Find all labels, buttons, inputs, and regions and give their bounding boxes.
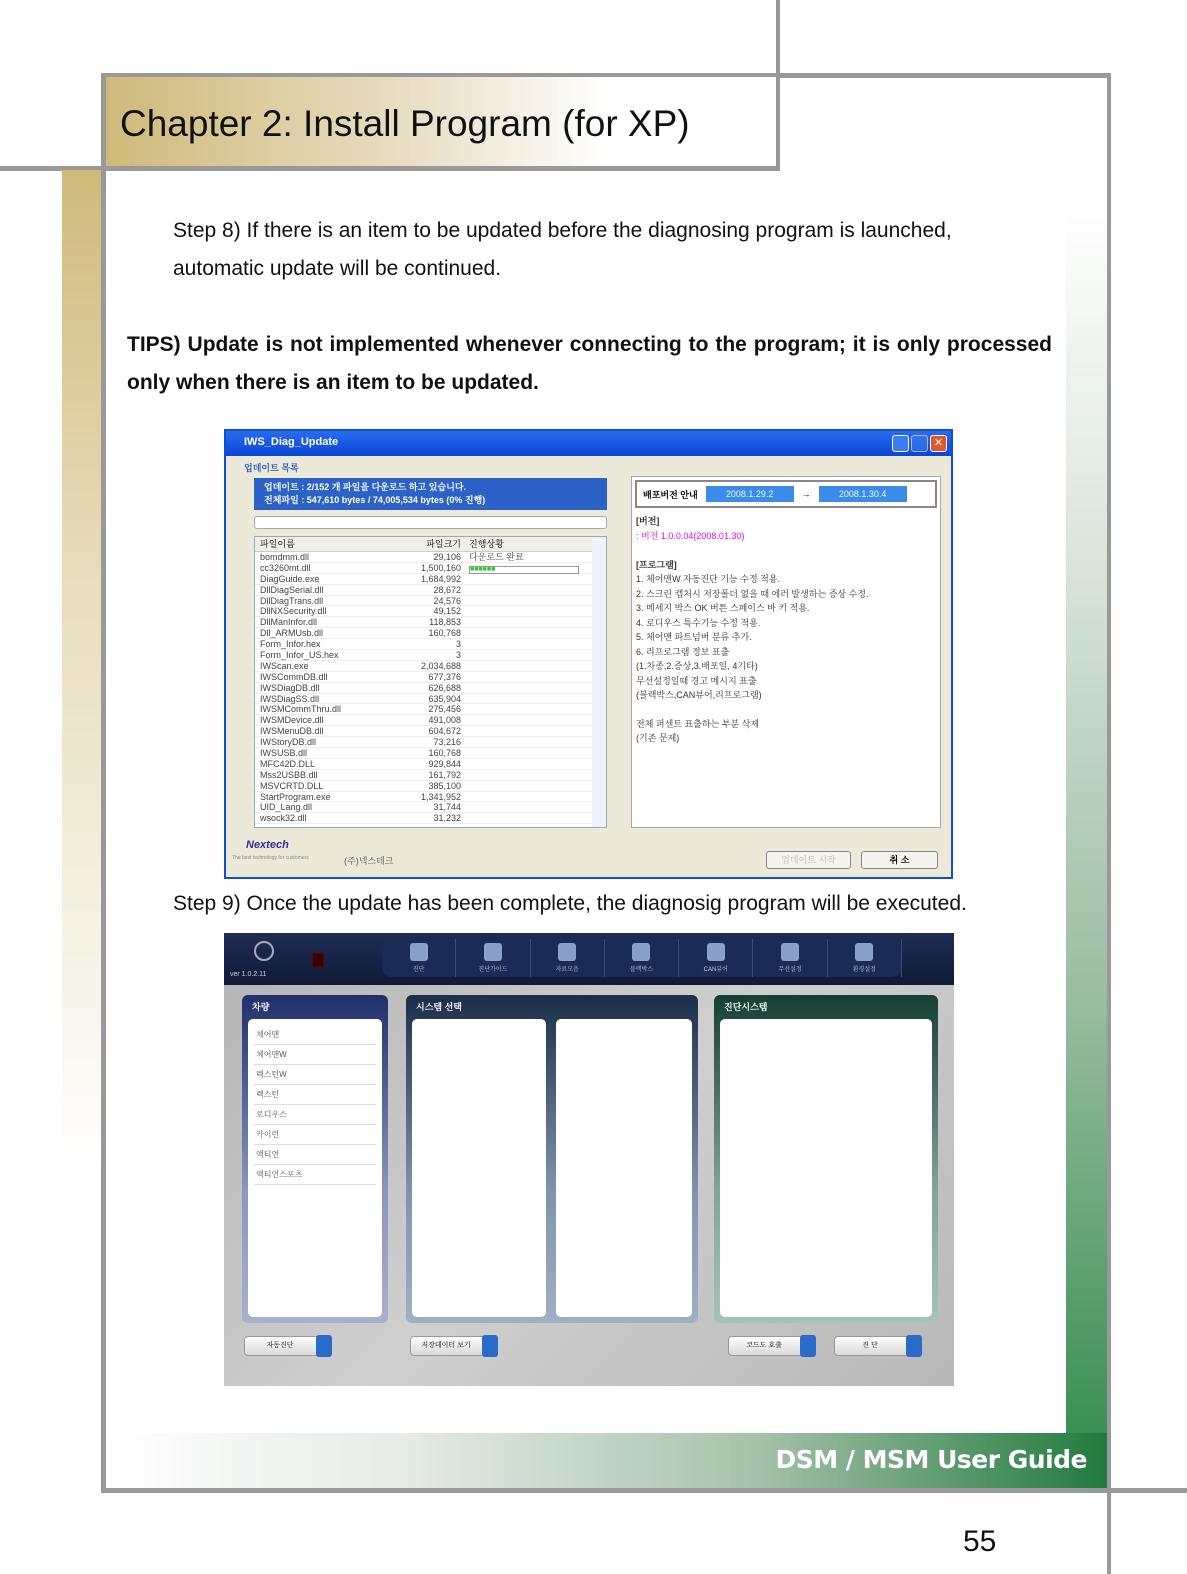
file-cell: 31,744 [433,802,461,813]
list-header [255,537,606,552]
file-row [255,694,606,705]
file-cell: 28,672 [433,584,461,595]
tips-text: TIPS) Update is not implemented whenever connecting to the program; it is only processed only when there is an item to be updated. [127,333,1052,394]
frame-line [0,166,780,171]
file-cell: IWSCommDB.dll [260,671,328,682]
file-cell: IWSDiagDB.dll [260,682,320,693]
file-cell: IWSUSB.dll [260,748,308,759]
file-row [255,552,606,563]
file-row [255,759,606,770]
file-row [255,585,606,596]
file-row [255,802,606,813]
file-cell: 929,844 [428,758,461,769]
panel-title: 차량 [252,1002,270,1012]
release-notes [631,476,941,828]
file-cell: IWSMDevice.dll [260,715,324,726]
file-row [255,606,606,617]
window-title: IWS_Diag_Update [226,431,951,456]
code-call-button: 코드도 호출 [728,1336,816,1356]
file-row [255,704,606,715]
vehicle-item: 체어맨W [254,1045,376,1065]
file-cell: 31,232 [433,813,461,824]
version-label: 배포버전 안내 [643,489,698,500]
file-cell: 1,341,952 [420,791,461,802]
file-cell: DiagGuide.exe [260,573,320,584]
col-header: 진행상황 [469,539,504,549]
version-from: 2008.1.29.2 [706,486,794,502]
nav-item [828,939,902,977]
file-cell: 1,500,160 [420,562,461,573]
col-header: 파일크기 [426,539,461,549]
note-line: 5. 체어맨 파트넘버 분류 추가. [636,632,752,642]
auto-diag-button: 자동진단 [244,1336,332,1356]
page-title: Chapter 2: Install Program (for XP) [120,103,690,144]
file-cell: IWScan.exe [260,660,309,671]
vehicle-item: 로디우스 [254,1105,376,1125]
file-cell: 160,768 [428,628,461,639]
file-cell: 604,672 [428,726,461,737]
chapter-header [106,77,776,166]
file-cell [465,585,606,595]
file-cell: 385,100 [428,780,461,791]
file-cell [465,748,606,758]
app-version: ver 1.0.2.11 [230,971,267,978]
file-row [255,792,606,803]
note-line: 2. 스크린 캡처시 저장폴더 없을 때 에러 발생하는 증상 수정. [636,588,869,599]
nav-label: 진단가이드 [478,967,508,973]
file-cell [465,596,606,606]
scrollbar [592,537,606,827]
file-cell: 3 [455,639,461,650]
file-cell: 다운로드 완료 [469,552,524,562]
group-label: 업데이트 목록 [244,463,299,473]
note-line: 1. 체어맨W 자동진단 기능 수정 적용. [636,574,781,584]
file-cell: 3 [455,650,461,661]
vehicle-item: 액티언 [254,1145,376,1165]
file-row [255,737,606,748]
file-cell: 626,688 [428,682,461,693]
note-line: (기존 문제) [636,733,680,743]
note-line: 전체 퍼센트 표출하는 부분 삭제 [636,718,760,729]
step9-text: Step 9) Once the update has been complete, the diagnosig program will be executed. [173,892,967,915]
green-side-bar [1066,200,1108,1490]
dropdown-icon [800,1335,816,1357]
nav-label: 블랙박스 [629,967,654,973]
diag-app-screenshot [224,933,954,1386]
cancel-button: 취 소 [861,851,938,869]
note-line: 6. 리프로그램 정보 표출 [636,646,730,657]
note-line: 3. 메세지 박스 OK 버튼 스페이스 바 키 적용. [636,603,810,613]
file-cell [465,661,606,671]
vehicle-item: 렉스턴 [254,1085,376,1105]
file-cell [465,726,606,736]
file-row [255,639,606,650]
file-cell: StartProgram.exe [260,791,331,802]
footer-band [106,1433,1107,1488]
dropdown-icon [316,1335,332,1357]
file-cell [465,574,606,584]
file-cell [465,813,606,823]
file-cell: 118,853 [429,617,461,628]
maximize-icon [911,435,928,452]
note-line [636,703,936,717]
note-line: 무선설정일때 경고 메시지 표출 [636,675,757,686]
file-row [255,748,606,759]
nav-icon [410,943,428,961]
nav-item [382,939,456,977]
nav-label: CAN뷰어 [703,967,728,973]
file-cell [465,704,606,714]
vehicle-item: 체어맨 [254,1025,376,1045]
file-cell [465,715,606,725]
file-row [255,596,606,607]
file-row [255,683,606,694]
frame-line [776,0,780,170]
file-list [254,536,607,828]
diag-panel [714,995,938,1323]
nextech-logo: Nextech [246,839,289,851]
note-line: (1.차종,2.증상,3.배포일, 4기타) [636,661,758,671]
arrow: → [801,489,811,499]
file-cell: 275,456 [428,704,461,715]
file-cell: MSVCRTD.DLL [260,780,324,791]
brand-tagline: The best technology for customers [232,855,309,861]
file-cell [465,781,606,791]
row-progress: ■■■■■■ [469,566,579,574]
nav-item [679,939,753,977]
step8-text: Step 8) If there is an item to be updated before the diagnosing program is launched, automatic update will be continued. [173,219,952,280]
file-cell: IWSDiagSS.dll [260,693,320,704]
status-indicator [312,953,324,967]
start-update-button: 업데이트 시작 [766,851,851,869]
panel-title: 시스템 선택 [416,1002,462,1012]
nav-icon [855,943,873,961]
note-line: (블랙박스,CAN뷰어,리프로그램) [636,690,762,700]
file-cell: 24,576 [433,595,461,606]
gold-side-bar [62,170,102,1420]
file-cell: MFC42D.DLL [260,758,316,769]
vehicle-panel [242,995,388,1323]
version-line: : 버전 1.0.0.04(2008.01.30) [636,530,745,541]
file-cell: wsock32.dll [260,813,307,824]
notes-heading: [버전] [636,516,660,526]
update-window-screenshot [224,429,953,879]
note-line: 4. 로디우스 특수기능 수정 적용. [636,617,761,628]
file-cell: Form_Infor_US.hex [260,650,339,661]
nav-icon [558,943,576,961]
file-cell: UID_Lang.dll [260,802,313,813]
system-panel [406,995,698,1323]
nav-item [753,939,827,977]
vehicle-item: 렉스턴W [254,1065,376,1085]
file-cell [465,628,606,638]
frame-line [101,1488,1187,1493]
nav-label: 무선설정 [778,967,802,973]
file-cell: DllNXSecurity.dll [260,606,327,617]
nav-label: 진단 [412,967,425,973]
file-row [255,813,606,824]
frame-line [1107,73,1111,1574]
file-row [255,617,606,628]
minimize-icon [892,435,909,452]
nav-label: 환경설정 [852,967,876,973]
frame-line [101,73,106,1493]
guide-title: DSM / MSM User Guide [775,1445,1087,1474]
status-box [254,478,607,510]
vehicle-item: 카이런 [254,1125,376,1145]
file-cell: DllDiagSerial.dll [260,584,324,595]
file-cell: 491,008 [428,715,461,726]
close-icon: ✕ [930,435,947,452]
file-cell: IWSMenuDB.dll [260,726,324,737]
file-cell: Dll_ARMUsb.dll [260,628,324,639]
file-cell [465,639,606,649]
file-cell: cc3260mt.dll [260,562,311,573]
file-cell: 635,904 [428,693,461,704]
file-cell [465,606,606,616]
file-cell: 160,768 [428,748,461,759]
file-row [255,672,606,683]
file-row [255,574,606,585]
file-cell: bomdmm.dll [260,552,310,562]
file-cell [465,759,606,769]
company-name: (주)넥스테크 [344,856,394,866]
nav-item [531,939,605,977]
file-cell: 1,684,992 [420,573,461,584]
file-row [255,650,606,661]
file-cell [465,683,606,693]
file-row [255,726,606,737]
file-cell: 161,792 [428,769,461,780]
nav-bar [382,939,902,977]
status-line: 전체파일 : 547,610 bytes / 74,005,534 bytes (0% 진행) [264,495,486,505]
file-cell: Form_Infor.hex [260,639,321,650]
file-cell: Mss2USBB.dll [260,769,318,780]
file-cell: 73,216 [433,737,461,748]
file-cell: DllManInfor.dll [260,617,318,628]
file-cell: 49,152 [433,606,461,617]
file-cell: 29,106 [433,552,461,562]
nav-icon [632,943,650,961]
file-row [255,628,606,639]
file-cell: IWSMCommThru.dll [260,704,342,715]
nav-icon [781,943,799,961]
file-row [255,715,606,726]
saved-data-button: 저장데이터 보기 [410,1336,498,1356]
file-cell [465,802,606,812]
app-logo-icon [254,941,274,961]
file-row [255,781,606,792]
nav-item [456,939,530,977]
file-cell [465,650,606,660]
nav-icon [484,943,502,961]
file-cell [465,792,606,802]
notes-heading: [프로그램] [636,559,677,570]
page-number: 55 [963,1525,997,1558]
progress-bar [254,516,607,529]
file-cell: IWStoryDB.dll [260,737,317,748]
panel-title: 진단시스템 [724,1002,768,1012]
dropdown-icon [482,1335,498,1357]
diagnose-button: 진 단 [834,1336,922,1356]
file-cell [465,737,606,747]
file-row [255,770,606,781]
version-to: 2008.1.30.4 [819,486,907,502]
vehicle-item: 액티언스포츠 [254,1165,376,1185]
file-cell: DllDiagTrans.dll [260,595,324,606]
file-row [255,661,606,672]
file-cell [465,694,606,704]
file-cell [465,617,606,627]
file-cell [465,563,606,573]
dropdown-icon [906,1335,922,1357]
file-cell [465,770,606,780]
file-cell: 2,034,688 [420,660,461,671]
file-cell: 677,376 [428,671,461,682]
nav-label: 자료모음 [555,967,579,973]
file-row [255,563,606,574]
nav-icon [707,943,725,961]
status-line: 업데이트 : 2/152 개 파일을 다운로드 하고 있습니다. [264,482,467,492]
nav-item [605,939,679,977]
file-cell [465,672,606,682]
col-header: 파일이름 [260,539,295,549]
